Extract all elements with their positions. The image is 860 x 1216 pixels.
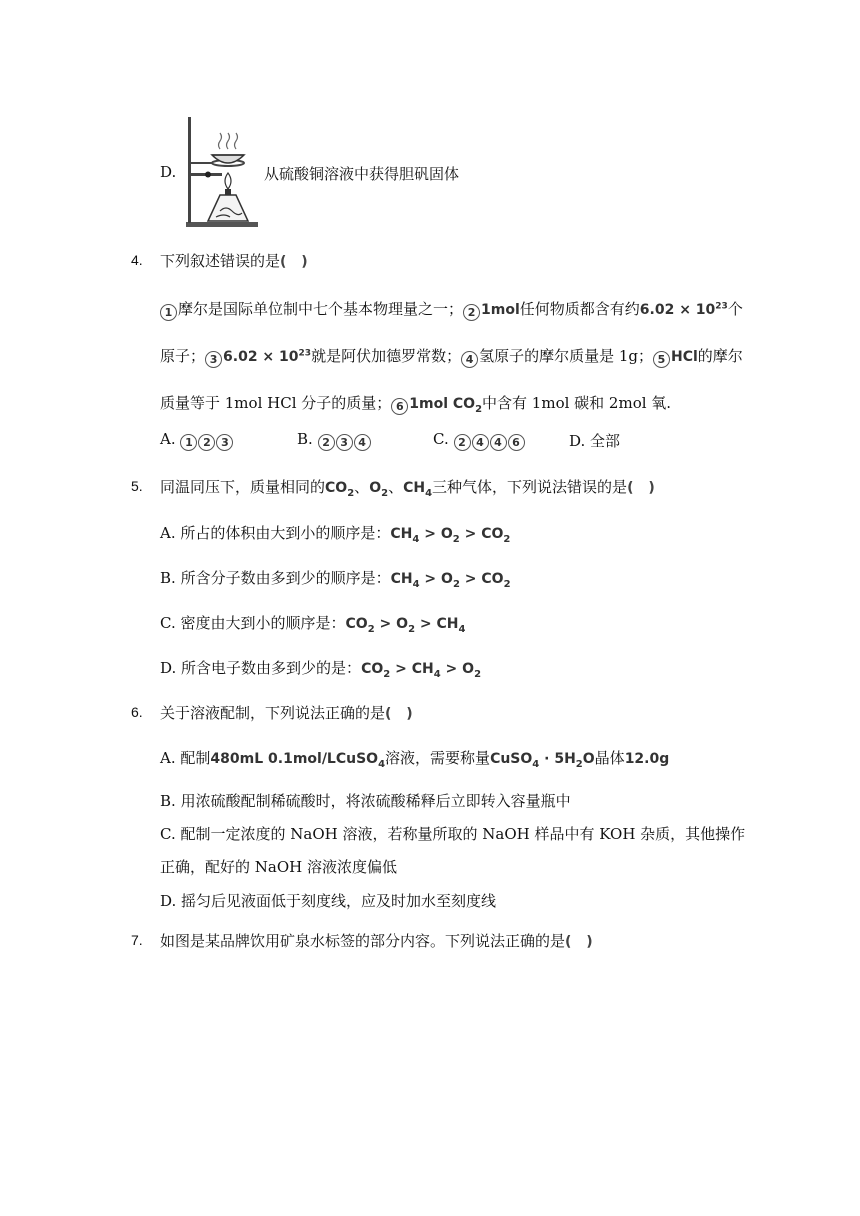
formula <box>390 571 511 590</box>
formula-part: > O <box>440 661 475 677</box>
circled-number: 4 <box>490 434 507 451</box>
option-text: 用浓硫酸配制稀硫酸时，将浓硫酸稀释后立即转入容量瓶中 <box>180 792 571 810</box>
option-label: A. <box>160 430 176 448</box>
subscript: 2 <box>452 578 460 590</box>
q4-statements-line1 <box>160 298 743 321</box>
q3-option-d-text: 从硫酸铜溶液中获得胆矾固体 <box>264 165 460 183</box>
option-label: A. <box>160 524 176 542</box>
formula <box>390 526 511 545</box>
formula-part: CuSO <box>490 751 533 767</box>
formula-part: CO <box>325 480 348 496</box>
q4-option-c <box>433 430 526 451</box>
statement-text: 的摩尔 <box>697 347 743 365</box>
q4-number: 4. <box>131 252 143 268</box>
circled-number: 6 <box>391 398 408 415</box>
formula-part: > CH <box>415 616 459 632</box>
q7-answer-paren: ( ) <box>565 934 598 950</box>
q6-option-b <box>160 790 571 811</box>
formula-part: · 5H <box>539 751 576 767</box>
formula <box>345 616 466 635</box>
q3-option-d-label: D. <box>160 163 177 181</box>
formula-part: 6.02 × 10 <box>639 302 716 318</box>
formula <box>403 480 433 499</box>
formula-part: > O <box>374 616 409 632</box>
circled-number: 2 <box>198 434 215 451</box>
q5-option-d <box>160 657 481 680</box>
circled-number: 3 <box>216 434 233 451</box>
q4-option-d <box>569 430 620 451</box>
subscript: 4 <box>412 578 420 590</box>
circled-number: 4 <box>461 351 478 368</box>
separator: 、 <box>354 478 370 496</box>
separator: 、 <box>388 478 404 496</box>
subscript: 2 <box>408 623 416 635</box>
q4-statements-line3 <box>160 392 671 415</box>
formula: HCl <box>671 349 698 365</box>
formula-part: > O <box>419 571 453 587</box>
formula-part: > CO <box>459 526 504 542</box>
circled-number: 5 <box>653 351 670 368</box>
q5-option-b <box>160 567 511 590</box>
formula: 1mol <box>481 302 520 318</box>
exponent: 23 <box>298 348 312 359</box>
subscript: 2 <box>503 533 511 545</box>
statement-text: 个 <box>727 300 743 318</box>
circled-number: 6 <box>508 434 525 451</box>
statement-text: 氢原子的摩尔质量是 1g； <box>479 347 653 365</box>
option-label: D. <box>569 432 586 450</box>
option-text: 配制 <box>180 749 211 767</box>
q7-stem <box>160 930 598 951</box>
subscript: 2 <box>503 578 511 590</box>
formula-part: O <box>582 751 595 767</box>
q6-option-c-line1 <box>160 823 745 844</box>
formula-part: 480mL 0.1mol/LCuSO <box>210 751 379 767</box>
option-text: 密度由大到小的顺序是： <box>180 614 346 632</box>
evaporation-apparatus-figure <box>184 115 259 230</box>
q6-option-c-line2 <box>160 856 397 877</box>
q5-option-c <box>160 612 465 635</box>
option-label: C. <box>433 430 449 448</box>
formula-part: > O <box>419 526 453 542</box>
formula <box>369 480 389 499</box>
option-label: D. <box>160 892 177 910</box>
subscript: 2 <box>381 487 389 499</box>
subscript: 2 <box>475 403 483 415</box>
q5-stem-text: 同温同压下，质量相同的 <box>160 478 326 496</box>
q4-option-a <box>160 430 234 451</box>
option-label: C. <box>160 825 176 843</box>
q7-number: 7. <box>131 932 143 948</box>
circled-number: 4 <box>472 434 489 451</box>
subscript: 2 <box>474 668 482 680</box>
statement-text: 就是阿伏加德罗常数； <box>311 347 462 365</box>
formula <box>640 302 728 318</box>
subscript: 2 <box>383 668 391 680</box>
q6-stem <box>160 702 418 723</box>
option-label: A. <box>160 749 176 767</box>
statement-text: 中含有 1mol 碳和 2mol 氧. <box>482 394 672 412</box>
q4-statements-line2 <box>160 345 743 368</box>
q4-option-b <box>297 430 372 451</box>
formula: 12.0g <box>624 751 670 767</box>
q6-answer-paren: ( ) <box>385 706 418 722</box>
option-text: 晶体 <box>594 749 625 767</box>
q5-option-a <box>160 522 510 545</box>
option-text: 正确，配好的 NaOH 溶液浓度偏低 <box>160 858 397 876</box>
subscript: 2 <box>452 533 460 545</box>
option-label: B. <box>297 430 313 448</box>
subscript: 2 <box>575 758 583 770</box>
q4-stem <box>160 250 313 271</box>
formula <box>490 751 595 770</box>
subscript: 2 <box>347 487 355 499</box>
q5-number: 5. <box>131 478 143 494</box>
subscript: 4 <box>532 758 540 770</box>
subscript: 4 <box>378 758 386 770</box>
q7-stem-text: 如图是某品牌饮用矿泉水标签的部分内容。下列说法正确的是 <box>160 932 566 950</box>
formula-part: 1mol CO <box>409 396 476 412</box>
option-label: C. <box>160 614 176 632</box>
circled-number: 4 <box>354 434 371 451</box>
option-text: 溶液，需要称量 <box>385 749 491 767</box>
circled-number: 2 <box>454 434 471 451</box>
formula <box>223 349 311 365</box>
formula-part: CH <box>390 526 413 542</box>
circled-number: 2 <box>318 434 335 451</box>
statement-text: 任何物质都含有约 <box>519 300 640 318</box>
circled-number: 3 <box>205 351 222 368</box>
option-label: B. <box>160 569 176 587</box>
q6-stem-text: 关于溶液配制，下列说法正确的是 <box>160 704 386 722</box>
circled-number: 1 <box>160 304 177 321</box>
option-text: 全部 <box>590 432 621 450</box>
formula <box>361 661 482 680</box>
q6-number: 6. <box>131 704 143 720</box>
subscript: 4 <box>458 623 466 635</box>
option-text: 所含电子数由多到少的是： <box>181 659 362 677</box>
option-text: 所占的体积由大到小的顺序是： <box>180 524 391 542</box>
formula-part: CH <box>403 480 426 496</box>
formula-part: CO <box>361 661 384 677</box>
option-label: B. <box>160 792 176 810</box>
statement-text: 摩尔是国际单位制中七个基本物理量之一； <box>178 300 464 318</box>
q5-answer-paren: ( ) <box>627 480 660 496</box>
subscript: 2 <box>367 623 375 635</box>
subscript: 4 <box>425 487 433 499</box>
q4-answer-paren: ( ) <box>280 254 313 270</box>
q6-option-d <box>160 890 496 911</box>
q6-option-a <box>160 747 669 770</box>
option-text: 摇匀后见液面低于刻度线，应及时加水至刻度线 <box>181 892 497 910</box>
formula-part: CH <box>390 571 413 587</box>
formula-part: > CO <box>459 571 504 587</box>
formula-part: > CH <box>390 661 434 677</box>
formula-part: 6.02 × 10 <box>223 349 299 365</box>
statement-text: 原子； <box>160 347 206 365</box>
q4-stem-text: 下列叙述错误的是 <box>160 252 281 270</box>
option-label: D. <box>160 659 177 677</box>
exponent: 23 <box>715 301 728 312</box>
formula-part: O <box>369 480 382 496</box>
circled-number: 3 <box>336 434 353 451</box>
statement-text: 质量等于 1mol HCl 分子的质量； <box>160 394 392 412</box>
formula-part: CO <box>345 616 368 632</box>
q5-stem-text: 三种气体，下列说法错误的是 <box>432 478 628 496</box>
circled-number: 2 <box>463 304 480 321</box>
formula <box>210 751 386 770</box>
circled-number: 1 <box>180 434 197 451</box>
formula <box>325 480 355 499</box>
subscript: 4 <box>412 533 420 545</box>
formula <box>409 396 483 415</box>
option-text: 配制一定浓度的 NaOH 溶液，若称量所取的 NaOH 样品中有 KOH 杂质，其他操作 <box>180 825 746 843</box>
q5-stem <box>160 476 660 499</box>
subscript: 4 <box>433 668 441 680</box>
option-text: 所含分子数由多到少的顺序是： <box>180 569 391 587</box>
